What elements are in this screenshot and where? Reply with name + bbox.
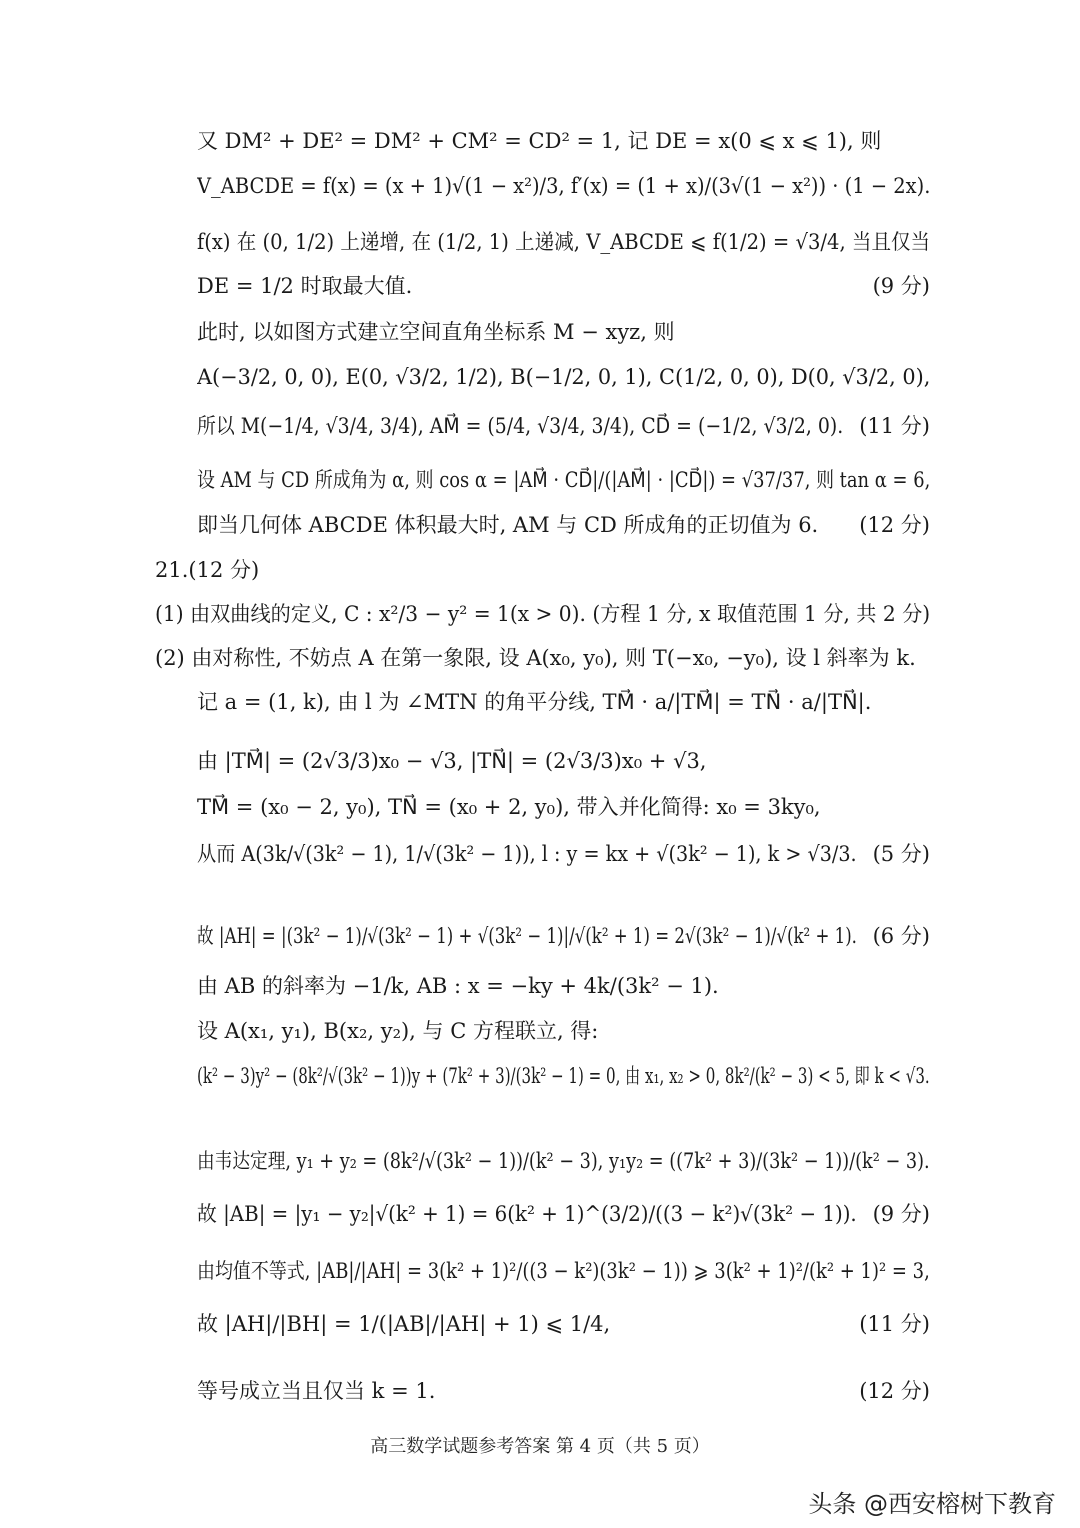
- answer-line: [197, 363, 930, 391]
- line-text: 由韦达定理, y₁ + y₂ = (8k²/√(3k² − 1))/(k² − 3), y₁y₂ = ((7k² + 3)/(3k² − 1))/(k² − 3).: [197, 1149, 930, 1173]
- line-text: (k² − 3)y² − (8k²/√(3k² − 1))y + (7k² + 3)/(3k² − 1) = 0, 由 x₁, x₂ > 0, 8k²/(k² − 3) < 5, 即 k < √3.: [197, 1064, 930, 1088]
- line-text: (1) 由双曲线的定义, C : x²/3 − y² = 1(x > 0). (方程 1 分, x 取值范围 1 分, 共 2 分): [155, 602, 930, 626]
- score-note: (12 分): [859, 1379, 930, 1403]
- score-note: (11 分): [859, 1312, 930, 1336]
- answer-line: [197, 1200, 930, 1228]
- answer-line: [197, 1310, 930, 1338]
- line-text: 设 AM 与 CD 所成角为 α, 则 cos α = |AM⃗ · CD⃗|/(|AM⃗| · |CD⃗|) = √37/37, 则 tan α = 6,: [197, 468, 930, 492]
- line-text: 21.(12 分): [155, 558, 260, 582]
- line-text: 由 |TM⃗| = (2√3/3)x₀ − √3, |TN⃗| = (2√3/3)x₀ + √3,: [197, 749, 707, 773]
- line-text: 由均值不等式, |AB|/|AH| = 3(k² + 1)²/((3 − k²)(3k² − 1)) ⩾ 3(k² + 1)²/(k² + 1)² = 3,: [197, 1259, 930, 1283]
- score-note: (6 分): [872, 924, 930, 948]
- answer-line: [155, 644, 930, 672]
- answer-line: [155, 556, 930, 584]
- line-text: 此时, 以如图方式建立空间直角坐标系 M − xyz, 则: [197, 320, 675, 344]
- answer-line: [197, 747, 930, 775]
- line-text: A(−3/2, 0, 0), E(0, √3/2, 1/2), B(−1/2, 0, 1), C(1/2, 0, 0), D(0, √3/2, 0),: [197, 365, 930, 389]
- line-text: 等号成立当且仅当 k = 1.: [197, 1379, 436, 1403]
- watermark: 头条 @西安榕树下教育: [808, 1490, 1056, 1518]
- answer-line: [197, 127, 930, 155]
- line-text: 故 |AB| = |y₁ − y₂|√(k² + 1) = 6(k² + 1)^(3/2)/((3 − k²)√(3k² − 1)).: [197, 1202, 857, 1226]
- answer-line: [197, 1017, 930, 1045]
- answer-line: [197, 511, 930, 539]
- answer-line: [197, 688, 930, 716]
- answer-line: [197, 318, 930, 346]
- answer-line: [197, 1147, 930, 1175]
- line-text: 由 AB 的斜率为 −1/k, AB : x = −ky + 4k/(3k² − 1).: [197, 974, 719, 998]
- answer-line: [197, 228, 930, 256]
- answer-line: [197, 922, 930, 950]
- score-note: (11 分): [859, 414, 930, 438]
- line-text: 从而 A(3k/√(3k² − 1), 1/√(3k² − 1)), l : y = kx + √(3k² − 1), k > √3/3.: [197, 842, 857, 866]
- score-note: (9 分): [872, 274, 930, 298]
- answer-line: [197, 172, 930, 200]
- answer-line: [197, 466, 930, 494]
- line-text: 所以 M(−1/4, √3/4, 3/4), AM⃗ = (5/4, √3/4, 3/4), CD⃗ = (−1/2, √3/2, 0).: [197, 414, 844, 438]
- answer-line: [197, 793, 930, 821]
- score-note: (5 分): [872, 842, 930, 866]
- line-text: TM⃗ = (x₀ − 2, y₀), TN⃗ = (x₀ + 2, y₀), 带入并化简得: x₀ = 3ky₀,: [197, 795, 821, 819]
- score-note: (9 分): [872, 1202, 930, 1226]
- answer-line: [155, 600, 930, 628]
- answer-line: [197, 1257, 930, 1285]
- line-text: f(x) 在 (0, 1/2) 上递增, 在 (1/2, 1) 上递减, V_ABCDE ⩽ f(1/2) = √3/4, 当且仅当: [197, 230, 930, 254]
- line-text: 记 a = (1, k), 由 l 为 ∠MTN 的角平分线, TM⃗ · a/|TM⃗| = TN⃗ · a/|TN⃗|.: [197, 690, 872, 714]
- line-text: (2) 由对称性, 不妨点 A 在第一象限, 设 A(x₀, y₀), 则 T(−x₀, −y₀), 设 l 斜率为 k.: [155, 646, 916, 670]
- answer-line: [197, 272, 930, 300]
- answer-line: [197, 412, 930, 440]
- page-footer: 高三数学试题参考答案 第 4 页（共 5 页）: [370, 1436, 710, 1457]
- line-text: 又 DM² + DE² = DM² + CM² = CD² = 1, 记 DE = x(0 ⩽ x ⩽ 1), 则: [197, 129, 882, 153]
- score-note: (12 分): [859, 513, 930, 537]
- answer-line: [197, 1377, 930, 1405]
- line-text: 故 |AH|/|BH| = 1/(|AB|/|AH| + 1) ⩽ 1/4,: [197, 1312, 611, 1336]
- line-text: 设 A(x₁, y₁), B(x₂, y₂), 与 C 方程联立, 得:: [197, 1019, 599, 1043]
- line-text: 即当几何体 ABCDE 体积最大时, AM 与 CD 所成角的正切值为 6.: [197, 513, 819, 537]
- line-text: 故 |AH| = |(3k² − 1)/√(3k² − 1) + √(3k² − 1)|/√(k² + 1) = 2√(3k² − 1)/√(k² + 1).: [197, 924, 857, 948]
- answer-line: [197, 840, 930, 868]
- line-text: V_ABCDE = f(x) = (x + 1)√(1 − x²)/3, f′(x) = (1 + x)/(3√(1 − x²)) · (1 − 2x).: [197, 174, 930, 198]
- answer-line: [197, 972, 930, 1000]
- line-text: DE = 1/2 时取最大值.: [197, 274, 413, 298]
- answer-line: [197, 1062, 930, 1090]
